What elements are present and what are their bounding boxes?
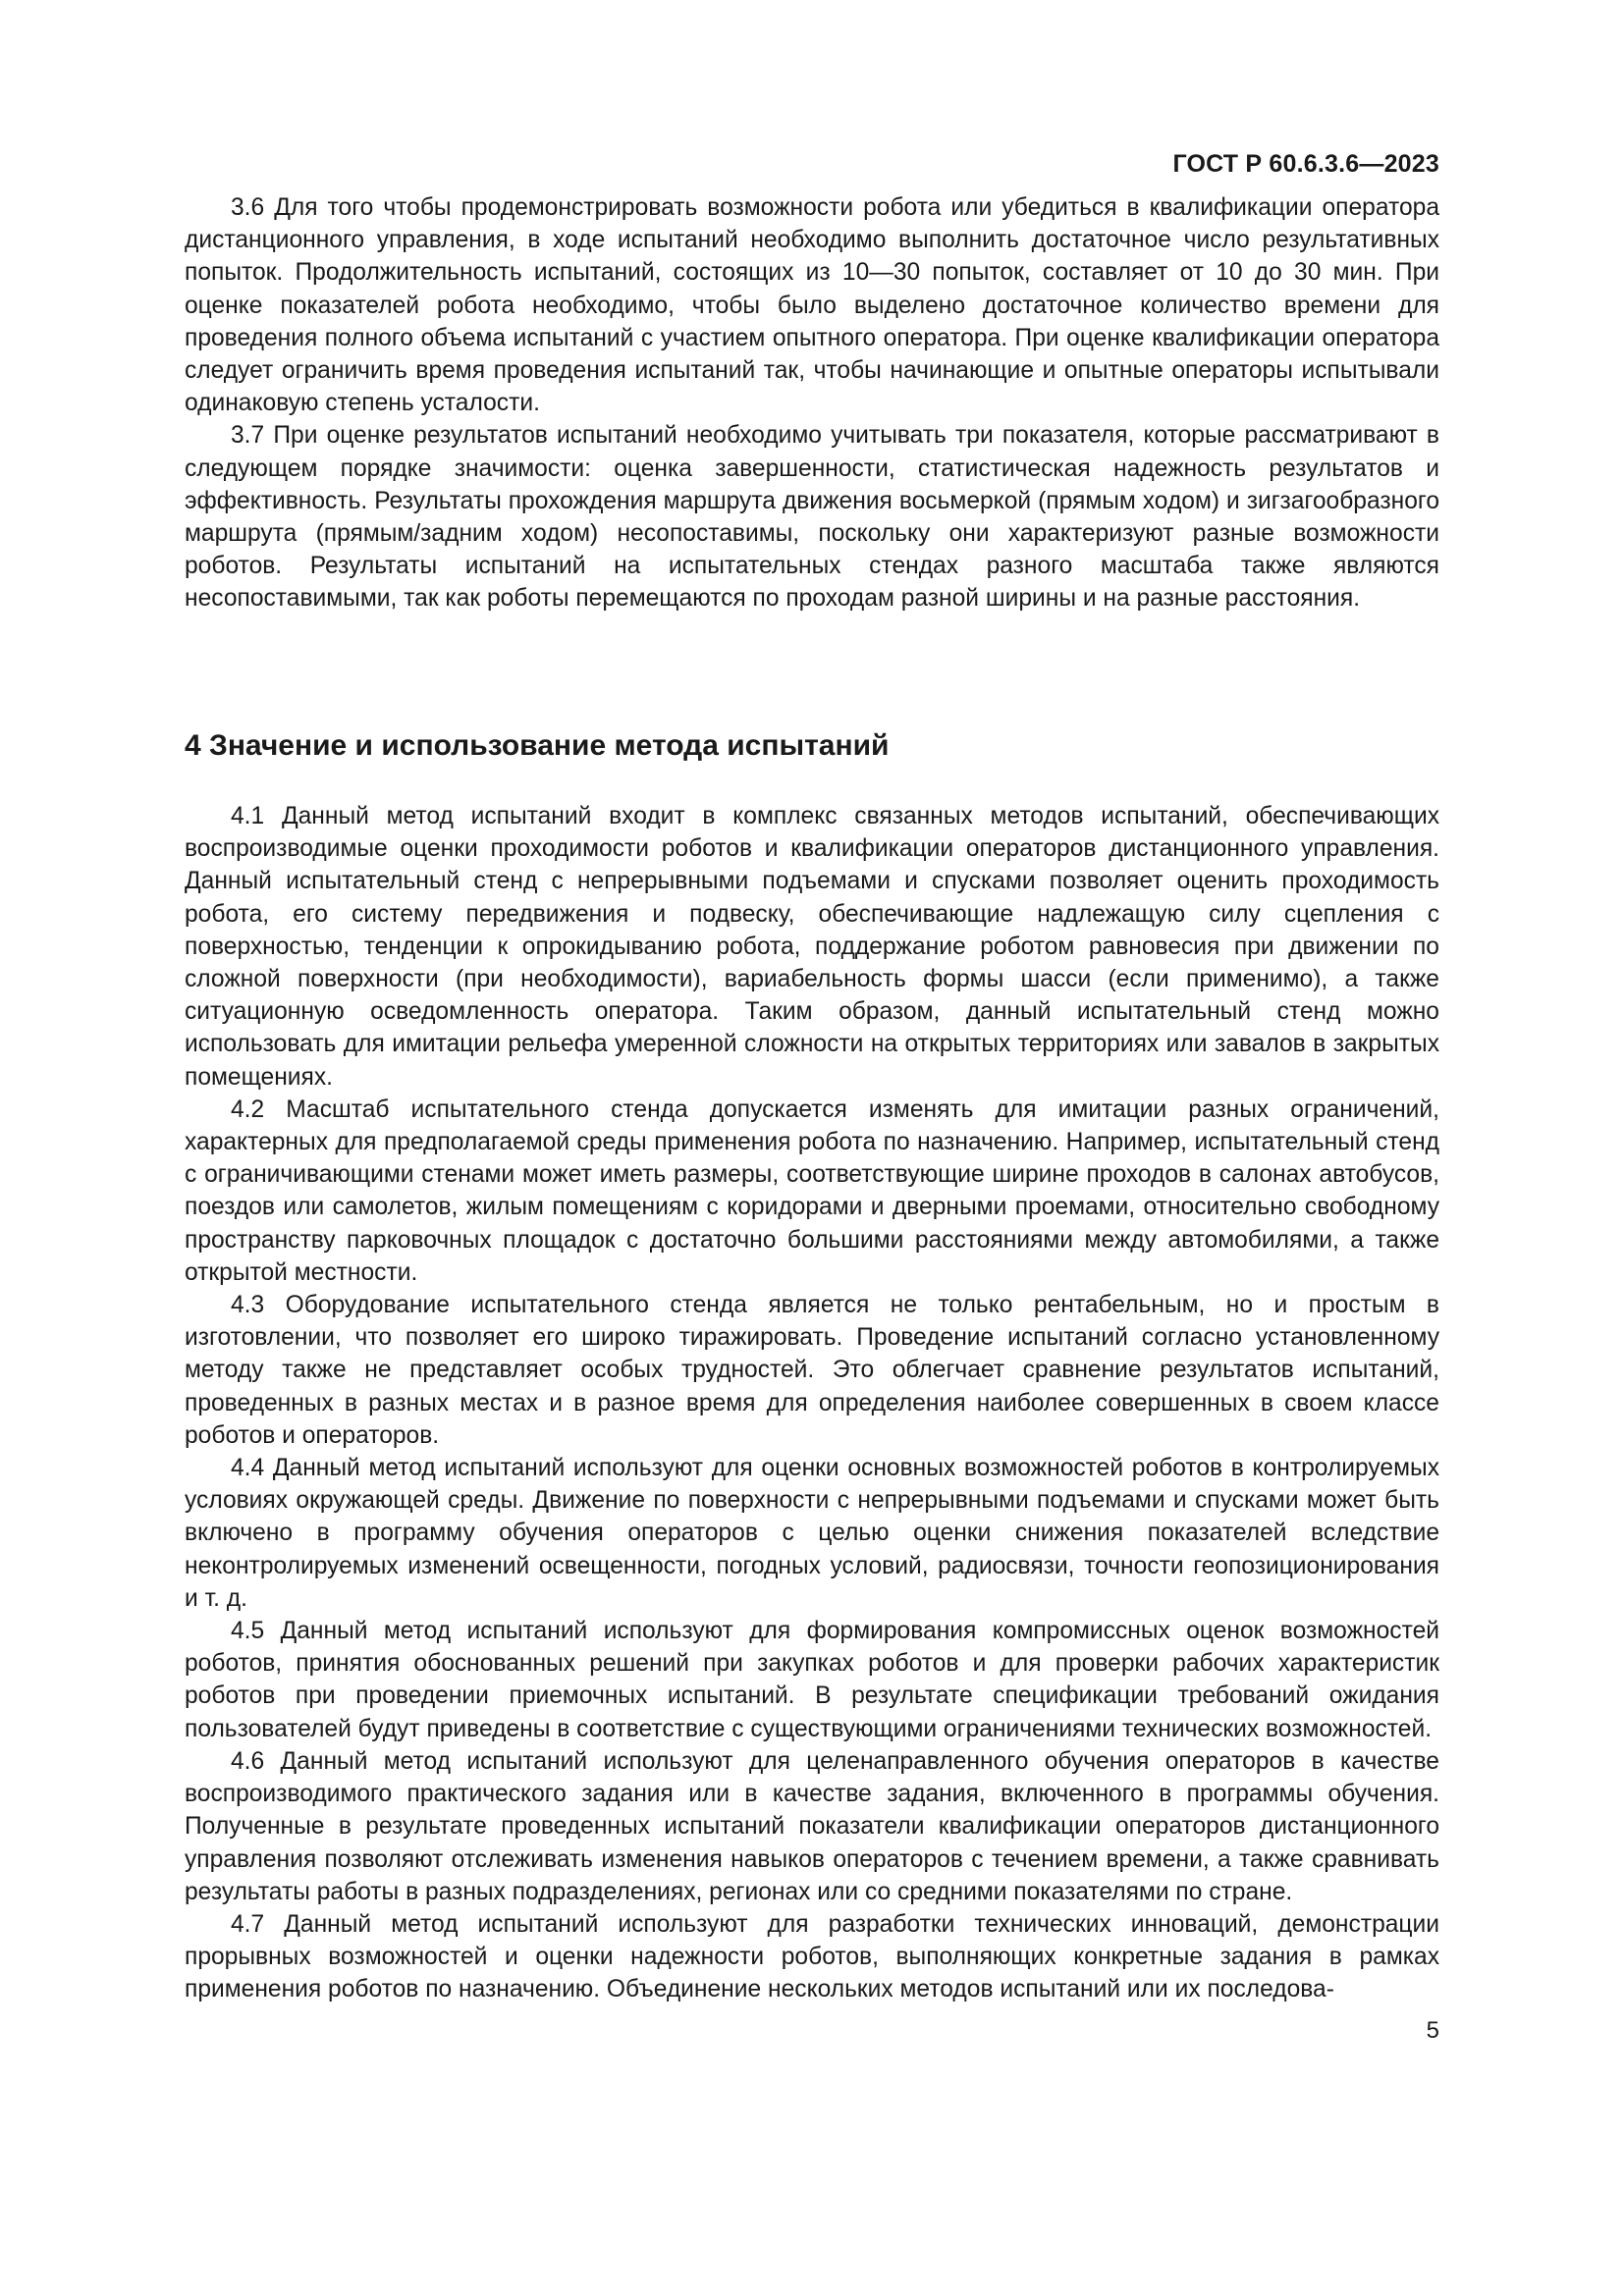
paragraph-4-2: 4.2 Масштаб испытательного стенда допускается изменять для имитации разных ограничений, характерных для предполагаемой среды применения робота по назначению. Например, испытательный стенд с ограничивающими стенами может иметь размеры, соответствующие ширине проходов в салонах автобусов, поездов или самолетов, жилым помещениям с коридорами и дверными проемами, относительно свободному пространству парковочных площадок с достаточно большими расстояниями между автомобилями, а также открытой местности. <box>185 1095 1439 1286</box>
section-heading-4: 4 Значение и использование метода испытаний <box>185 729 890 762</box>
text-block-clause-4 <box>185 800 1439 2006</box>
paragraph-4-7: 4.7 Данный метод испытаний используют для разработки технических инноваций, демонстрации прорывных возможностей и оценки надежности роботов, выполняющих конкретные задания в рамках применения роботов по назначению. Объединение нескольких методов испытаний или их последова- <box>185 1910 1439 2003</box>
paragraph-4-1: 4.1 Данный метод испытаний входит в комплекс связанных методов испытаний, обеспечивающих воспроизводимые оценки проходимости роботов и квалификации операторов дистанционного управления. Данный испытательный стенд с непрерывными подъемами и спусками позволяет оценить проходимость робота, его систему передвижения и подвеску, обеспечивающие надлежащую силу сцепления с поверхностью, тенденции к опрокидыванию робота, поддержание роботом равновесия при движении по сложной поверхности (при необходимости), вариабельность формы шасси (если применимо), а также ситуационную осведомленность оператора. Таким образом, данный испытательный стенд можно использовать для имитации рельефа умеренной сложности на открытых территориях или завалов в закрытых помещениях. <box>185 803 1439 1091</box>
paragraph-3-7: 3.7 При оценке результатов испытаний необходимо учитывать три показателя, которые рассматривают в следующем порядке значимости: оценка завершенности, статистическая надежность результатов и эффективность. Результаты прохождения маршрута движения восьмеркой (прямым ходом) и зигзагообразного маршрута (прямым/задним ходом) несопоставимы, поскольку они характеризуют разные возможности роботов. Результаты испытаний на испытательных стендах разного масштаба также являются несопоставимыми, так как роботы перемещаются по проходам разной ширины и на разные расстояния. <box>185 422 1439 613</box>
page-number: 5 <box>1426 2017 1439 2044</box>
paragraph-4-6: 4.6 Данный метод испытаний используют для целенаправленного обучения операторов в качестве воспроизводимого практического задания или в качестве задания, включенного в программы обучения. Полученные в результате проведенных испытаний показатели квалификации операторов дистанционного управления позволяют отслеживать изменения навыков операторов с течением времени, а также сравнивать результаты работы в разных подразделениях, регионах или со средними показателями по стране. <box>185 1747 1439 1905</box>
text-block-clause-3 <box>185 191 1439 615</box>
standard-id-header: ГОСТ Р 60.6.3.6—2023 <box>1172 150 1439 178</box>
paragraph-4-5: 4.5 Данный метод испытаний используют для формирования компромиссных оценок возможностей роботов, принятия обоснованных решений при закупках роботов и для проверки рабочих характеристик роботов при проведении приемочных испытаний. В результате спецификации требований ожидания пользователей будут приведены в соответствие с существующими ограничениями технических возможностей. <box>185 1618 1439 1742</box>
paragraph-4-3: 4.3 Оборудование испытательного стенда является не только рентабельным, но и простым в изготовлении, что позволяет его широко тиражировать. Проведение испытаний согласно установленному методу также не представляет особых трудностей. Это облегчает сравнение результатов испытаний, проведенных в разных местах и в разное время для определения наиболее совершенных в своем классе роботов и операторов. <box>185 1292 1439 1449</box>
paragraph-3-6: 3.6 Для того чтобы продемонстрировать возможности робота или убедиться в квалификации оператора дистанционного управления, в ходе испытаний необходимо выполнить достаточное число результативных попыток. Продолжительность испытаний, состоящих из 10—30 попыток, составляет от 10 до 30 мин. При оценке показателей робота необходимо, чтобы было выделено достаточное количество времени для проведения полного объема испытаний с участием опытного оператора. При оценке квалификации оператора следует ограничить время проведения испытаний так, чтобы начинающие и опытные операторы испытывали одинаковую степень усталости. <box>185 194 1439 417</box>
paragraph-4-4: 4.4 Данный метод испытаний используют для оценки основных возможностей роботов в контролируемых условиях окружающей среды. Движение по поверхности с непрерывными подъемами и спусками может быть включено в программу обучения операторов с целью оценки снижения показателей вследствие неконтролируемых изменений освещенности, погодных условий, радиосвязи, точности геопозиционирования и т. д. <box>185 1455 1439 1612</box>
